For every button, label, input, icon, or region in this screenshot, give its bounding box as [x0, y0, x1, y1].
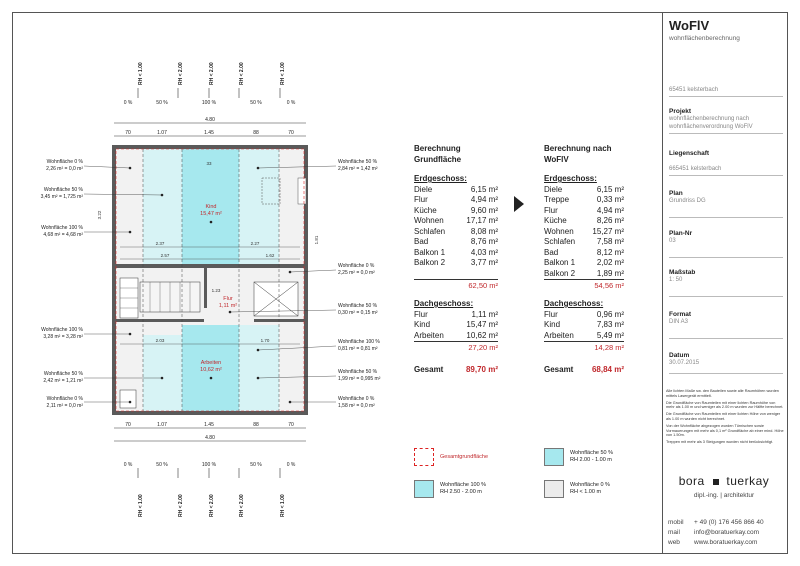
note: Die Grundfläche von Raumteilen mit einer lichten Raumhöhe von mehr als 1.00 m und weniger als 2.00 m wurden zur Hälfte berechnet.: [666, 400, 784, 410]
eg-total-left: 62,50 m²: [414, 279, 498, 291]
inner-dim: 1.81: [314, 235, 319, 245]
percent-label: 0 %: [286, 100, 296, 106]
calc-row-value: 0,96 m²: [596, 309, 624, 319]
contact-mail: [668, 529, 759, 536]
legend-100-title: Wohnfläche 100 %: [440, 482, 487, 488]
calc-row-name: Balkon 1: [414, 247, 446, 257]
area-value-left: 4,68 m² = 4,68 m²: [43, 232, 83, 238]
calc-row: [544, 237, 624, 248]
area-label-right: Wohnfläche 50 %: [338, 303, 378, 309]
dim-segment: 70: [288, 130, 294, 136]
calc-row-name: Bad: [544, 247, 559, 257]
inner-dim: 2.27: [250, 241, 260, 246]
calc-row-name: Flur: [414, 195, 428, 204]
calc-row-name: Arbeiten: [414, 330, 444, 340]
plan-nr-field: [669, 230, 783, 258]
legend-swatch-gesamt: [414, 448, 434, 466]
calc-row-value: 0,33 m²: [596, 195, 624, 204]
massstab-field: [669, 269, 783, 297]
room-arbeiten-area: 10,62 m²: [200, 367, 222, 373]
area-label-left: Wohnfläche 100 %: [41, 225, 83, 231]
calc-row: [544, 310, 624, 321]
contact-mobil: [668, 519, 764, 526]
calc-row-value: 4,03 m²: [470, 247, 498, 257]
calc-row: [544, 269, 624, 280]
inner-dim: 1.70: [260, 338, 270, 343]
area-label-right: Wohnfläche 50 %: [338, 159, 378, 165]
area-label-right: Wohnfläche 0 %: [338, 396, 375, 402]
calc-row: [544, 331, 624, 342]
area-label-left: Wohnfläche 0 %: [46, 396, 83, 402]
area-label-left: Wohnfläche 50 %: [43, 187, 83, 193]
calc-row: [414, 320, 498, 331]
dg-heading: Dachgeschoss:: [414, 299, 474, 308]
rh-label-top: RH < 1.00: [280, 62, 286, 85]
calc-row-value: 7,83 m²: [596, 320, 624, 329]
app-title: WoFlV: [669, 18, 710, 33]
area-label-left: Wohnfläche 100 %: [41, 327, 83, 333]
calc-row: [414, 227, 498, 238]
area-label-right: Wohnfläche 0 %: [338, 263, 375, 269]
calc-row-name: Küche: [544, 216, 567, 225]
note: Alle lichten Maße sw. den Bauteilen sowie alle Raumhöhen wurden mittels Lasergerät ermittelt.: [666, 389, 779, 398]
contact-value: + 49 (0) 176 456 866 40: [694, 519, 764, 526]
area-value-right: 0,81 m² = 0,81 m²: [338, 346, 378, 352]
calc-row-name: Wohnen: [544, 226, 574, 236]
area-value-right: 0,30 m² = 0,15 m²: [338, 310, 378, 316]
contact-value[interactable]: www.boratuerkay.com: [694, 539, 758, 546]
inner-dim: 33: [206, 161, 212, 166]
room-kind-name: Kind: [205, 204, 217, 210]
contact-key: mail: [668, 529, 680, 536]
format-label: Format: [669, 311, 692, 318]
calc-row: [414, 237, 498, 248]
dim-segment: 70: [125, 130, 131, 136]
projekt-value: wohnflächenberechnung nach wohnflächenverordnung WoFlV: [669, 116, 753, 130]
legend-100-rh: RH 2.50 - 2.00 m: [440, 489, 482, 495]
calc-row-name: Arbeiten: [544, 330, 574, 340]
note: Treppen mit mehr als 3 Steigungen wurden nicht berücksichtigt.: [666, 440, 774, 445]
calc-row: [544, 206, 624, 217]
percent-label: 0 %: [123, 100, 133, 106]
calc-row: [414, 195, 498, 206]
calc-right: [544, 144, 624, 377]
liegenschaft-label: Liegenschaft: [669, 150, 710, 157]
calc-row-value: 5,49 m²: [596, 330, 624, 340]
area-value-left: 3,28 m² = 3,28 m²: [43, 334, 83, 340]
area-label-left: Wohnfläche 50 %: [43, 371, 83, 377]
calc-row-value: 4,94 m²: [470, 195, 498, 204]
calc-row: [414, 310, 498, 321]
calc-row-value: 8,12 m²: [596, 247, 624, 257]
dg-total-left: 27,20 m²: [414, 341, 498, 353]
dg-total-right: 14,28 m²: [544, 341, 624, 353]
brand-logo: [668, 474, 780, 488]
area-value-right: 1,58 m² = 0,0 m²: [338, 403, 375, 409]
area-label-left: Wohnfläche 0 %: [46, 159, 83, 165]
calc-row-name: Wohnen: [414, 216, 444, 225]
legend-50: [570, 450, 613, 464]
calc-row: [414, 185, 498, 196]
calc-row-name: Kind: [414, 320, 431, 329]
liegenschaft-field: [669, 150, 783, 176]
gesamt-right: [544, 365, 624, 377]
calc-row-value: 8,76 m²: [470, 237, 498, 246]
calc-row-value: 8,26 m²: [596, 216, 624, 225]
room-kind-area: 15,47 m²: [200, 211, 222, 217]
datum-field: [669, 352, 783, 374]
dg-heading: Dachgeschoss:: [544, 299, 604, 308]
calc-row-value: 17,17 m²: [466, 216, 498, 225]
calc-row: [544, 248, 624, 259]
area-label-right: Wohnfläche 50 %: [338, 369, 378, 375]
contact-key: mobil: [668, 519, 684, 526]
rh-label-bottom: RH < 2.00: [239, 494, 245, 517]
legend-swatch-50: [544, 448, 564, 466]
legend-0-rh: RH < 1.00 m: [570, 489, 602, 495]
calc-row: [544, 320, 624, 331]
plan-value: Grundriss DG: [669, 198, 706, 204]
calc-row-name: Flur: [544, 205, 558, 215]
plan-nr-value: 03: [669, 238, 676, 244]
area-value-left: 3,45 m² = 1,725 m²: [40, 194, 83, 200]
legend-50-title: Wohnfläche 50 %: [570, 450, 614, 456]
note: Die Grundfläche von Raumteilen mit einer lichten Höhe von weniger als 1.00 m wurden nicht berechnet.: [666, 412, 781, 421]
calc-row-name: Bad: [414, 237, 429, 246]
dim-total: 4.80: [205, 117, 215, 123]
brand-left: bora: [678, 474, 705, 488]
calc-right-title: Berechnung nach WoFlV: [544, 144, 612, 164]
dim-total: 4.80: [205, 435, 215, 441]
area-label-right: Wohnfläche 100 %: [338, 339, 380, 345]
rh-label-top: RH < 2.00: [178, 62, 184, 85]
projekt-label: Projekt: [669, 108, 692, 115]
massstab-label: Maßstab: [669, 269, 696, 276]
calc-row: [414, 258, 498, 269]
calc-row-value: 6,15 m²: [596, 184, 624, 194]
contact-value[interactable]: info@boratuerkay.com: [694, 529, 760, 536]
plan-field: [669, 190, 783, 218]
calc-row-value: 7,58 m²: [596, 237, 624, 246]
gesamt-right-value: 68,84 m²: [591, 365, 624, 374]
calc-row: [544, 195, 624, 206]
dim-segment: 88: [253, 422, 259, 428]
percent-label: 50 %: [156, 100, 168, 106]
calc-row-name: Schlafen: [544, 237, 576, 246]
brand-right: tuerkay: [726, 474, 770, 488]
brand-square-icon: [713, 479, 719, 485]
calc-row-name: Balkon 2: [414, 258, 446, 267]
notes: [666, 389, 784, 447]
percent-label: 50 %: [156, 462, 168, 468]
rh-label-top: RH < 2.00: [239, 62, 245, 85]
dim-segment: 1.45: [204, 422, 214, 428]
calc-row-name: Treppe: [544, 195, 570, 204]
inner-dim: 3.22: [97, 210, 102, 220]
liegenschaft-value: 665451 kelsterbach: [669, 166, 722, 172]
eg-heading: Erdgeschoss:: [544, 174, 597, 183]
calc-row-value: 2,02 m²: [596, 258, 624, 267]
calc-row-name: Diele: [414, 184, 433, 194]
legend-swatch-100: [414, 480, 434, 498]
calc-row-name: Flur: [544, 309, 558, 319]
plan-nr-label: Plan-Nr: [669, 230, 693, 237]
gesamt-label: Gesamt: [544, 365, 574, 374]
calc-row: [544, 216, 624, 227]
legend-0: [570, 482, 610, 496]
calc-row: [544, 258, 624, 269]
rh-label-top: RH < 2.00: [209, 62, 215, 85]
calc-row-value: 15,47 m²: [466, 320, 498, 329]
legend-0-title: Wohnfläche 0 %: [570, 482, 610, 488]
calc-row-name: Balkon 2: [544, 268, 576, 278]
rh-label-bottom: RH < 2.00: [209, 494, 215, 517]
legend-swatch-0: [544, 480, 564, 498]
percent-label: 0 %: [123, 462, 133, 468]
calc-left-title: Berechnung Grundfläche: [414, 144, 462, 164]
area-value-right: 2,25 m² = 0,0 m²: [338, 270, 375, 276]
inner-dim: 1.62: [265, 253, 275, 258]
app-subtitle: wohnflächenberechnung: [669, 35, 740, 42]
massstab-value: 1: 50: [669, 277, 683, 283]
area-value-left: 2,11 m² = 0,0 m²: [46, 403, 83, 409]
legend-100: [440, 482, 486, 496]
area-value-left: 2,42 m² = 1,21 m²: [43, 378, 83, 384]
gesamt-label: Gesamt: [414, 365, 444, 374]
calc-row-name: Diele: [544, 184, 563, 194]
calc-row-name: Kind: [544, 320, 561, 329]
plan-label: Plan: [669, 190, 683, 197]
calc-row-value: 1,89 m²: [596, 268, 624, 278]
calc-row-value: 9,60 m²: [470, 205, 498, 215]
dim-segment: 1.07: [157, 422, 167, 428]
datum-value: 30.07.2015: [669, 360, 700, 366]
calc-row: [414, 216, 498, 227]
datum-label: Datum: [669, 352, 690, 359]
calc-row-name: Balkon 1: [544, 258, 576, 267]
format-field: [669, 311, 783, 339]
percent-label: 0 %: [286, 462, 296, 468]
calc-row-name: Flur: [414, 309, 428, 319]
calc-row: [414, 206, 498, 217]
calc-row: [544, 185, 624, 196]
calc-row: [414, 248, 498, 259]
percent-label: 100 %: [201, 462, 217, 468]
arrow-icon: [514, 196, 524, 212]
rh-label-bottom: RH < 1.00: [280, 494, 286, 517]
inner-dim: 1.23: [211, 288, 221, 293]
calc-left: [414, 144, 498, 377]
calc-row-value: 10,62 m²: [466, 330, 498, 340]
location-top: 65451 kelsterbach: [669, 87, 719, 93]
eg-heading: Erdgeschoss:: [414, 174, 467, 183]
room-arbeiten-name: Arbeiten: [200, 360, 222, 366]
percent-label: 100 %: [201, 100, 217, 106]
area-value-left: 2,26 m² = 0,0 m²: [46, 166, 83, 172]
dim-segment: 70: [288, 422, 294, 428]
dim-segment: 88: [253, 130, 259, 136]
calc-row-name: Küche: [414, 205, 437, 215]
inner-dim: 2.37: [155, 241, 165, 246]
calc-row-value: 1,11 m²: [471, 309, 498, 319]
calc-row: [544, 227, 624, 238]
gesamt-left-value: 89,70 m²: [465, 365, 498, 374]
gesamt-left: [414, 365, 498, 377]
inner-dim: 2.57: [160, 253, 170, 258]
eg-total-right: 54,56 m²: [544, 279, 624, 291]
note: Von der Wohnfläche abgezogen wurden Türnischen sowie Vormauerungen mit mehr als 0,1 m² Grundfläche ab einer mind. Höhe von 1.50m.: [666, 423, 784, 438]
percent-label: 50 %: [250, 462, 262, 468]
rh-label-bottom: RH < 2.00: [178, 494, 184, 517]
calc-row-value: 8,08 m²: [470, 226, 498, 236]
projekt-field: [669, 108, 783, 134]
inner-dim: 2.03: [155, 338, 165, 343]
calc-row-name: Schlafen: [414, 226, 446, 236]
contact-web: [668, 539, 757, 546]
dim-segment: 70: [125, 422, 131, 428]
area-value-right: 1,99 m² = 0,995 m²: [338, 376, 381, 382]
dim-segment: 1.07: [157, 130, 167, 136]
calc-row-value: 3,77 m²: [470, 258, 498, 267]
brand-subtitle: dipl.-ing. | architektur: [693, 492, 755, 499]
legend-50-rh: RH 2.00 - 1.00 m: [570, 457, 612, 463]
percent-label: 50 %: [250, 100, 262, 106]
room-flur-area: 1,11 m²: [218, 303, 238, 309]
room-flur-name: Flur: [223, 296, 233, 302]
area-value-right: 2,84 m² = 1,42 m²: [338, 166, 378, 172]
dim-segment: 1.45: [204, 130, 214, 136]
calc-row-value: 6,15 m²: [470, 184, 498, 194]
rh-label-bottom: RH < 1.00: [138, 494, 144, 517]
title-block-header: [669, 18, 783, 42]
location: [669, 86, 783, 97]
calc-row: [414, 331, 498, 342]
rh-label-top: RH < 1.00: [138, 62, 144, 85]
calc-row-value: 15,27 m²: [592, 226, 624, 236]
format-value: DIN A3: [669, 319, 689, 325]
title-block-divider: [662, 12, 663, 554]
contact-key: web: [668, 539, 680, 546]
calc-row-value: 4,94 m²: [596, 205, 624, 215]
legend-gesamt: Gesamtgrundfläche: [440, 454, 488, 460]
